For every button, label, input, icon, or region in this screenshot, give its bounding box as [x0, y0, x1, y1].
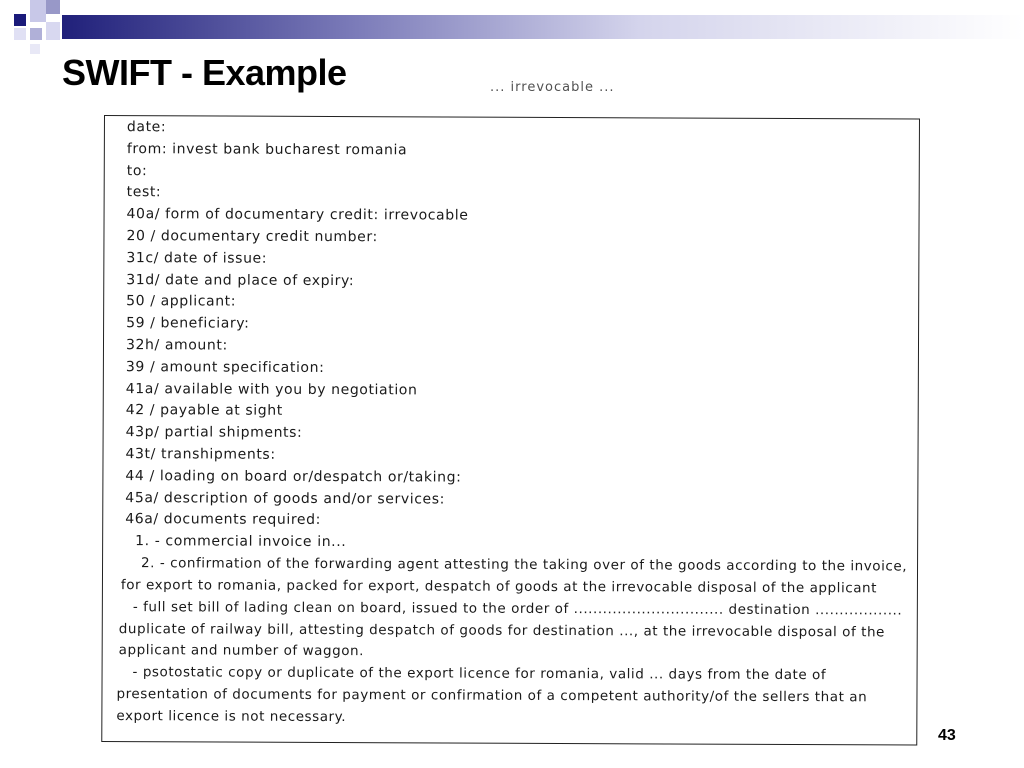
document-item-2: 2. - confirmation of the forwarding agent attesting the taking over of the goods according to the invoice,: [141, 555, 908, 575]
field-46a: 46a/ documents required:: [125, 511, 321, 528]
field-from: from: invest bank bucharest romania: [126, 141, 408, 159]
decor-square: [30, 44, 40, 54]
document-item-2-cont: for export to romania, packed for export, despatch of goods at the irrevocable disposal of the applicant: [120, 577, 878, 597]
field-31c: 31c/ date of issue:: [126, 250, 268, 267]
field-test: test:: [126, 184, 162, 201]
slide-title: SWIFT - Example: [62, 52, 347, 93]
field-31d: 31d/ date and place of expiry:: [126, 272, 355, 290]
swift-message-scan: [101, 115, 920, 746]
document-item-railway-bill-cont: applicant and number of waggon.: [118, 642, 365, 660]
field-32h: 32h/ amount:: [125, 337, 228, 354]
document-item-licence: - psotostatic copy or duplicate of the export licence for romania, valid ... days from the date of: [132, 664, 827, 684]
field-42: 42 / payable at sight: [125, 402, 283, 419]
field-59: 59 / beneficiary:: [126, 315, 250, 332]
field-44: 44 / loading on board or/despatch or/taking:: [125, 468, 462, 486]
field-45a: 45a/ description of goods and/or services:: [125, 490, 446, 508]
decor-square: [30, 0, 46, 22]
document-item-1: 1. - commercial invoice in...: [135, 533, 347, 551]
field-to: to:: [126, 163, 148, 180]
document-item-railway-bill: duplicate of railway bill, attesting despatch of goods for destination ..., at the irrevocable disposal of the: [118, 621, 885, 641]
field-43t: 43t/ transhipments:: [125, 446, 276, 463]
field-50: 50 / applicant:: [126, 293, 237, 310]
document-item-licence-end: export licence is not necessary.: [116, 708, 347, 726]
field-date: date:: [126, 119, 167, 136]
title-gradient-bar: [62, 15, 1024, 39]
field-40a: 40a/ form of documentary credit: irrevocable: [126, 206, 469, 224]
document-item-licence-cont: presentation of documents for payment or confirmation of a competent authority/of the sellers that an: [116, 686, 868, 706]
field-20: 20 / documentary credit number:: [126, 228, 378, 246]
decor-square: [46, 22, 60, 40]
decor-square: [14, 14, 26, 26]
field-39: 39 / amount specification:: [125, 359, 325, 376]
decor-square: [46, 0, 60, 14]
page-number: 43: [938, 727, 956, 744]
decor-square: [14, 28, 26, 40]
scan-header-fragment: ... irrevocable ...: [490, 80, 615, 95]
field-41a: 41a/ available with you by negotiation: [125, 381, 418, 399]
field-43p: 43p/ partial shipments:: [125, 424, 303, 441]
document-item-bill-of-lading: - full set bill of lading clean on board, issued to the order of ............................... destination ..................: [132, 599, 903, 619]
decor-square: [30, 28, 42, 40]
